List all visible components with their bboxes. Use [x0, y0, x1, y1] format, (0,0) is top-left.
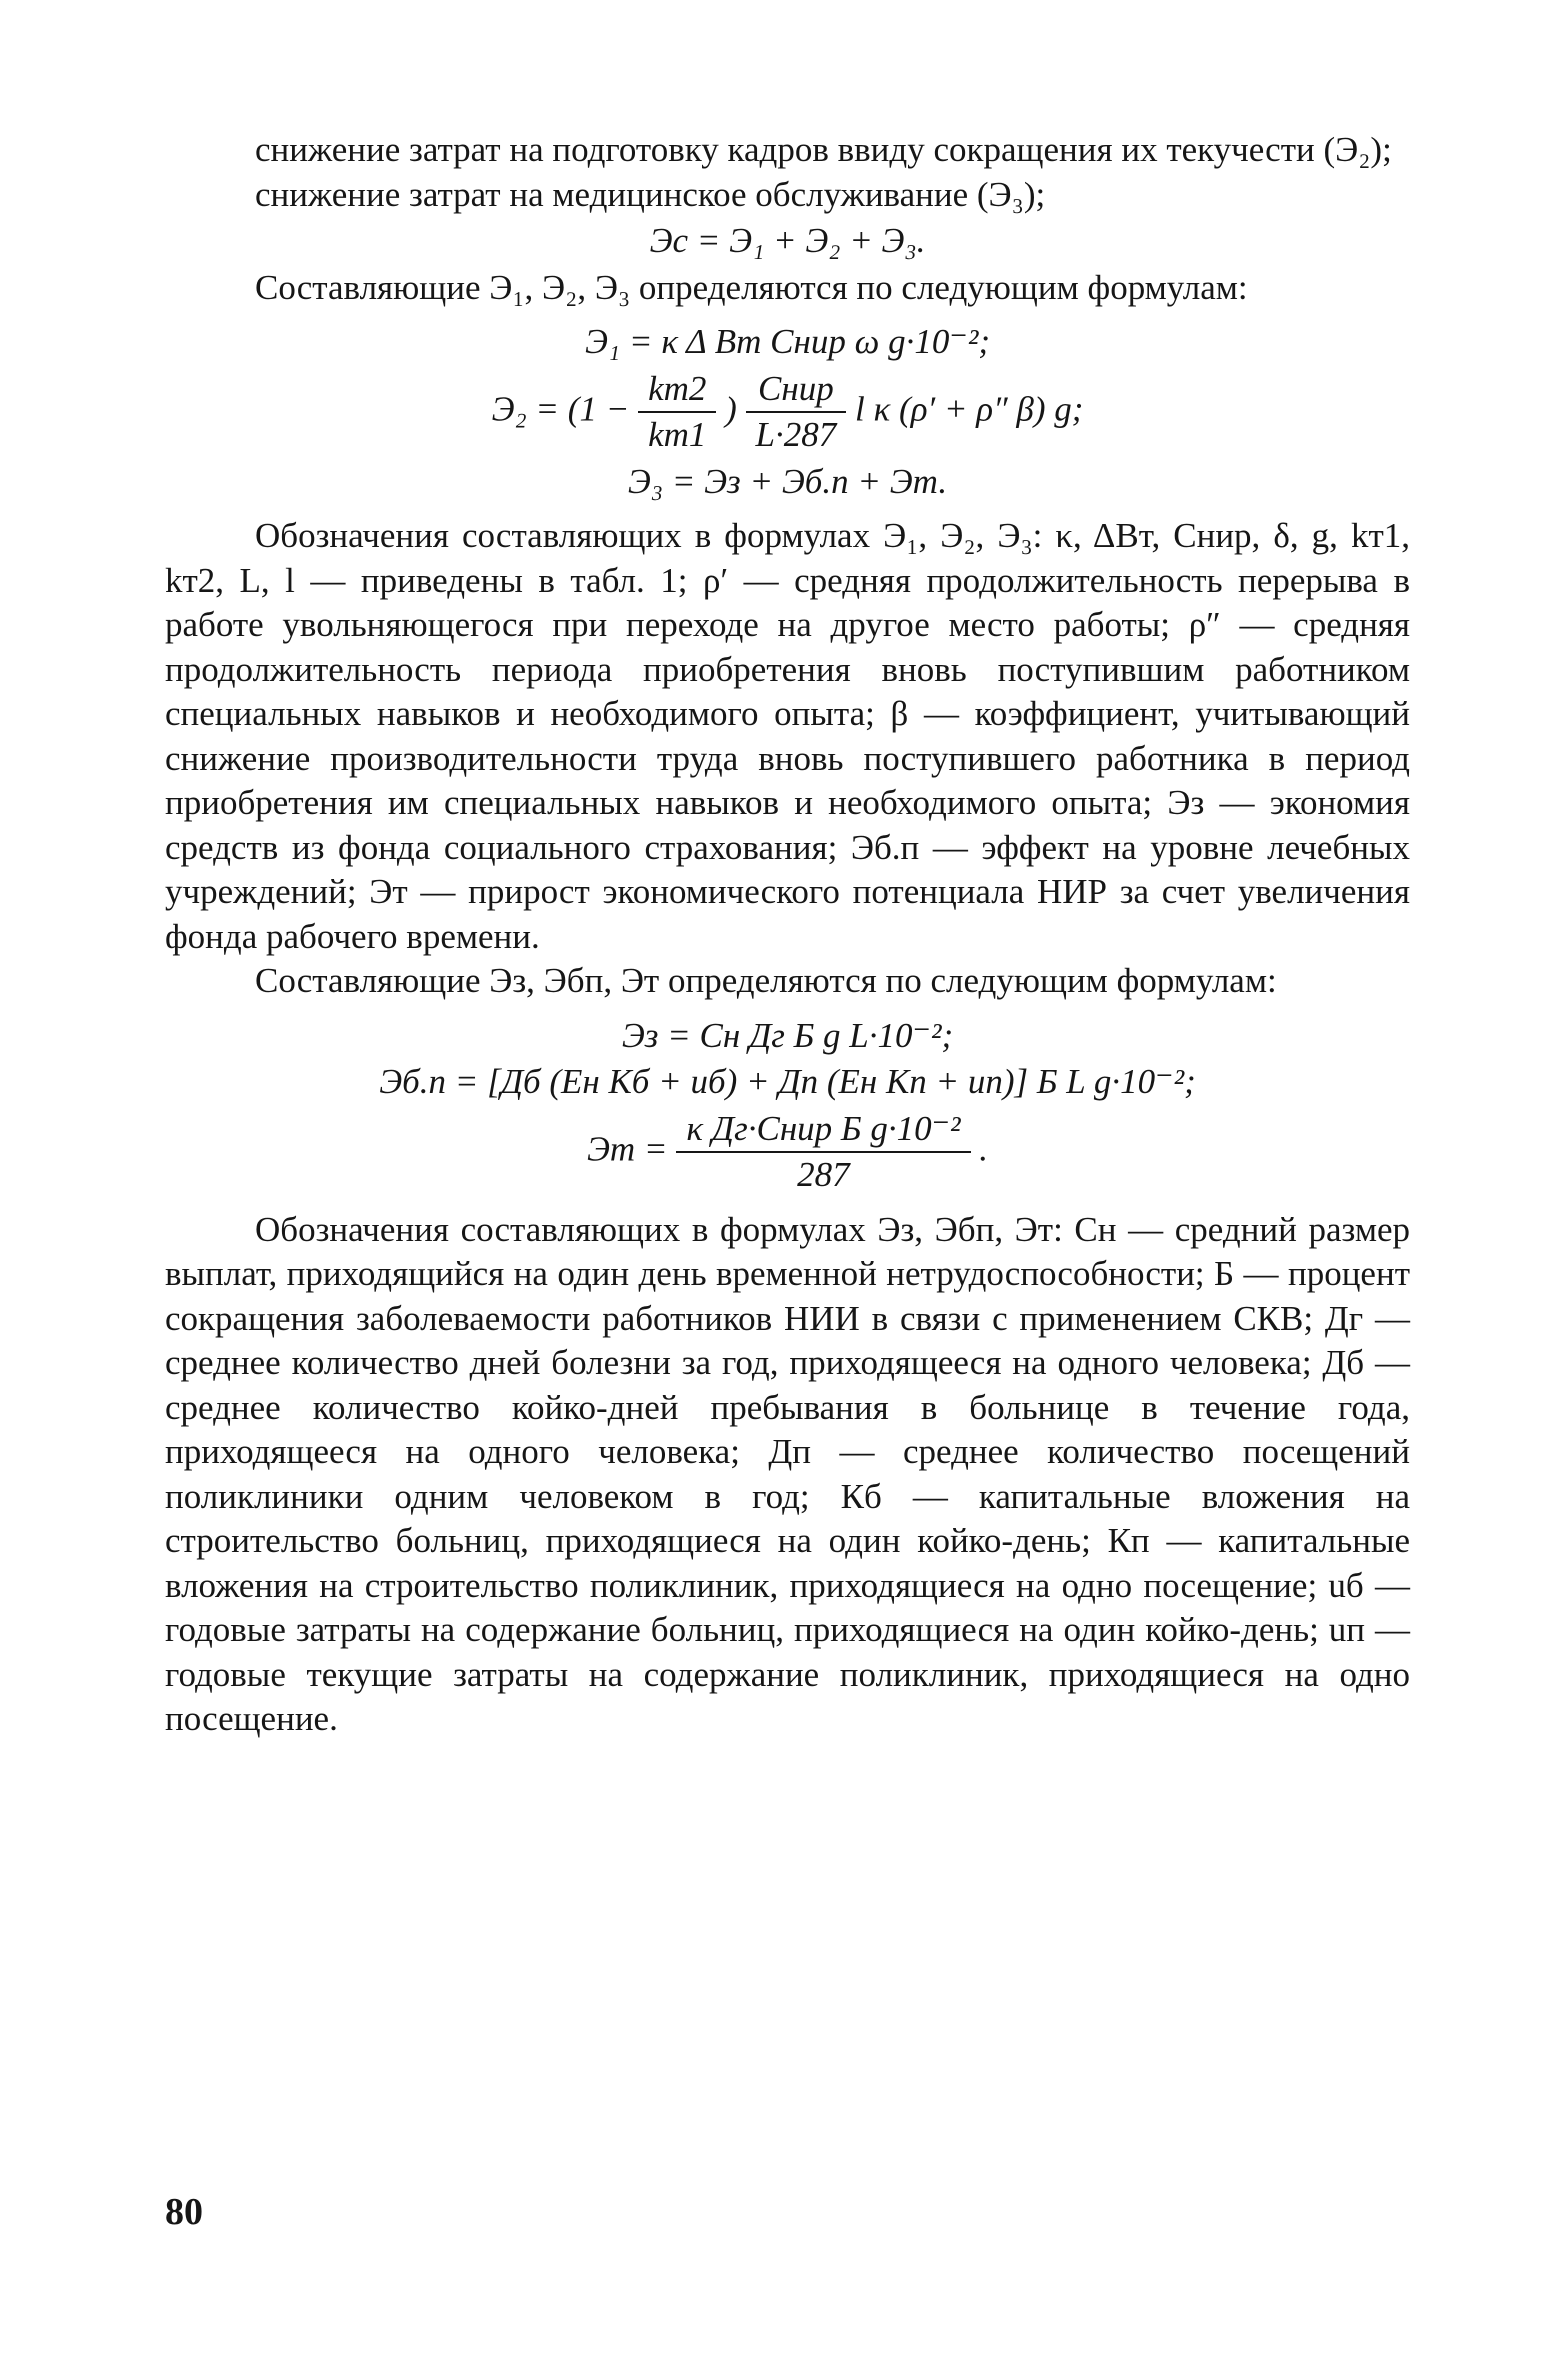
notation-paragraph-2: Обозначения составляющих в формулах Эз, Эбп, Эт: Cн — средний размер выплат, приходящийся на один день временной нетрудоспособности; Б — процент сокращения заболеваемости работников НИИ в связи с применением СКВ; Дг — среднее количество дней болезни за год, приходящееся на одного человека; Дб — среднее количество койко-дней пребывания в больнице в течение года, приходящееся на одного человека; Дп — среднее количество посещений поликлиники одним человеком в год; Кб — капитальные вложения на строительство больниц, приходящиеся на один койко-день; Кп — капитальные вложения на строительство поликлиник, приходящиеся на одно посещение; uб — годовые затраты на содержание больниц, приходящиеся на один койко-день; uп — годовые текущие затраты на содержание поликлиник, приходящиеся на одно посещение.	[165, 1209, 1410, 1738]
formula-e2-frac2-num: Cнир	[746, 367, 847, 414]
formula-ez: Эз = Cн Дг Б g L·10⁻²;	[621, 1015, 954, 1055]
formula-et-num: κ Дг·Cнир Б g·10⁻²	[676, 1107, 970, 1154]
formula-e2	[165, 367, 1410, 458]
formula-e2-mid: )	[725, 389, 737, 429]
formula-e2-rhs: l κ (ρ′ + ρ″ β) g;	[855, 389, 1084, 429]
formula-et	[165, 1107, 1410, 1198]
formula-e1: Э₁ = κ Δ Bт Cнир ω g·10⁻²;	[585, 322, 990, 361]
formula-et-frac	[676, 1107, 970, 1198]
formula-e2-frac1-num: kт2	[638, 367, 716, 414]
notation-paragraph-1: Обозначения составляющих в формулах Э₁, Э₂, Э₃: κ, ΔBт, Cнир, δ, g, kт1, kт2, L, l — приведены в табл. 1; ρ′ — средняя продолжительность перерыва в работе увольняющегося при переходе на другое место работы; ρ″ — средняя продолжительность периода приобретения вновь поступившим работником специальных навыков и необходимого опыта; β — коэффициент, учитывающий снижение производительности труда вновь поступившего работника в период приобретения им специальных навыков и необходимого опыта; Эз — экономия средств из фонда социального страхования; Эб.п — эффект на уровне лечебных учреждений; Эт — прирост экономического потенциала НИР за счет увеличения фонда рабочего времени.	[165, 516, 1410, 956]
formula-e3: Э₃ = Эз + Эб.п + Эт.	[627, 461, 948, 501]
formula-e2-frac1-den: kт1	[648, 415, 707, 454]
intro-item-1: снижение затрат на подготовку кадров ввиду сокращения их текучести (Э₂);	[255, 130, 1392, 169]
formula-sum: Эс = Э₁ + Э₂ + Э₃.	[649, 221, 926, 260]
formula-et-lhs: Эт =	[586, 1129, 668, 1169]
formula-e2-lhs: Э₂ = (1 −	[491, 389, 630, 429]
page-number: 80	[165, 2191, 203, 2233]
intro-item-2: снижение затрат на медицинское обслуживание (Э₃);	[255, 174, 1046, 214]
formula-e2-frac2-den: L·287	[755, 415, 837, 454]
formula-et-end: .	[979, 1129, 989, 1169]
components-intro-1: Составляющие Э₁, Э₂, Э₃ определяются по следующим формулам:	[255, 267, 1248, 307]
components-intro-2: Составляющие Эз, Эбп, Эт определяются по следующим формулам:	[255, 961, 1277, 1000]
formula-ebp: Эб.п = [Дб (Eн Кб + uб) + Дп (Eн Кп + uп)] Б L g·10⁻²;	[379, 1062, 1196, 1101]
formula-e2-frac1	[638, 367, 716, 458]
formula-et-den: 287	[797, 1155, 850, 1194]
page-body	[165, 128, 1410, 1742]
formula-e2-frac2	[746, 367, 847, 458]
